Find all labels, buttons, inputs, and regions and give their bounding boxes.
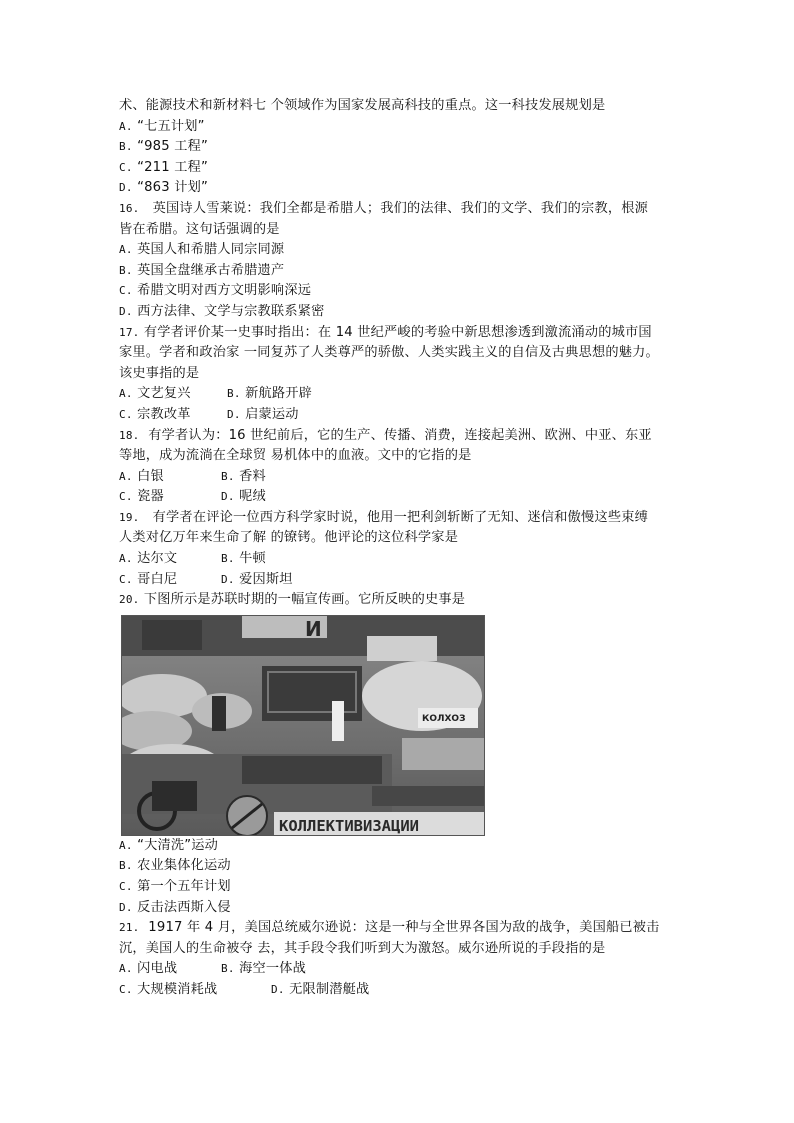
q21-options-row1: [119, 959, 689, 980]
q20-option-c: C. 第一个五年计划: [119, 879, 231, 895]
q19-stem-cont: 人类对亿万年来生命了解 的镣铐。他评论的这位科学家是: [119, 530, 459, 546]
q17-stem-cont2: 该史事指的是: [119, 365, 200, 381]
q19-options-row1: [119, 549, 689, 570]
q17-options-row1: [119, 384, 689, 405]
q18-options-row1: [119, 467, 689, 488]
q17-options-row2: [119, 405, 689, 426]
q19-option-b: B. 牛顿: [221, 551, 266, 567]
q18-option-b: B. 香料: [221, 468, 266, 484]
poster-banner-text: КОЛЛЕКТИВИЗАЦИИ: [279, 816, 419, 835]
soviet-collectivization-poster: [121, 615, 485, 836]
q20-option-b: B. 农业集体化运动: [119, 858, 231, 874]
q20-option-a: A. “大清洗”运动: [119, 837, 219, 853]
q16-option-a: A. 英国人和希腊人同宗同源: [119, 242, 285, 258]
q16-option-b: B. 英国全盘继承古希腊遗产: [119, 262, 285, 278]
q16-stem-cont: 皆在希腊。这句话强调的是: [119, 221, 280, 237]
q17-stem: 17. 有学者评价某一史事时指出：在 14 世纪严峻的考验中新思想渗透到激流涌动的城市国: [119, 324, 652, 340]
q18-stem-cont: 等地，成为流淌在全球贸 易机体中的血液。文中的它指的是: [119, 448, 472, 464]
q19-stem: 19. 有学者在评论一位西方科学家时说，他用一把利剑斩断了无知、迷信和傲慢这些束缚: [119, 509, 648, 525]
q21-stem: 21. 1917 年 4 月，美国总统威尔逊说：这是一种与全世界各国为敌的战争，美国船已被击: [119, 920, 660, 936]
q21-options-row2: [119, 980, 689, 1001]
q16-option-d: D. 西方法律、文学与宗教联系紧密: [119, 303, 325, 319]
q19-option-a: A. 达尔文: [119, 551, 178, 567]
q15-stem-tail: 术、能源技术和新材料七 个领域作为国家发展高科技的重点。这一科技发展规划是: [119, 98, 606, 113]
q20-option-d: D. 反击法西斯入侵: [119, 899, 231, 915]
q17-option-c: C. 宗教改革: [119, 406, 191, 422]
poster-top-letter: И: [305, 616, 322, 641]
q18-option-c: C. 瓷器: [119, 489, 164, 505]
q16-stem: 16. 英国诗人雪莱说：我们全都是希腊人；我们的法律、我们的文学、我们的宗教，根源: [119, 200, 648, 216]
q18-option-d: D. 呢绒: [221, 489, 266, 505]
q16-option-c: C. 希腊文明对西方文明影响深远: [119, 283, 312, 299]
q18-stem: 18. 有学者认为：16 世纪前后，它的生产、传播、消费，连接起美洲、欧洲、中亚、东亚: [119, 427, 652, 443]
q21-stem-cont: 沉，美国人的生命被夺 去，其手段令我们听到大为激怒。威尔逊所说的手段指的是: [119, 940, 606, 956]
q18-option-a: A. 白银: [119, 468, 164, 484]
poster-kolkhoz-sign: КОЛХОЗ: [422, 713, 466, 724]
q21-option-b: B. 海空一体战: [221, 961, 306, 977]
q20-stem: 20. 下图所示是苏联时期的一幅宣传画。它所反映的史事是: [119, 592, 466, 608]
q18-options-row2: [119, 487, 689, 508]
q21-option-c: C. 大规模消耗战: [119, 982, 218, 997]
q19-options-row2: [119, 570, 689, 591]
q21-option-d: D. 无限制潜艇战: [271, 982, 370, 997]
q19-option-d: D. 爱因斯坦: [221, 571, 293, 587]
q15-option-d: D. “863 计划”: [119, 180, 209, 196]
q15-option-b: B. “985 工程”: [119, 139, 209, 155]
q17-option-d: D. 启蒙运动: [227, 406, 299, 422]
exam-page: [119, 96, 689, 1001]
q17-stem-cont: 家里。学者和政治家 一同复苏了人类尊严的骄傲、人类实践主义的自信及古典思想的魅力。: [119, 345, 659, 361]
q15-option-c: C. “211 工程”: [119, 159, 209, 175]
q19-option-c: C. 哥白尼: [119, 571, 178, 587]
q15-option-a: A. “七五计划”: [119, 118, 205, 134]
q21-option-a: A. 闪电战: [119, 961, 178, 977]
q17-option-a: A. 文艺复兴: [119, 386, 191, 402]
q17-option-b: B. 新航路开辟: [227, 386, 312, 402]
